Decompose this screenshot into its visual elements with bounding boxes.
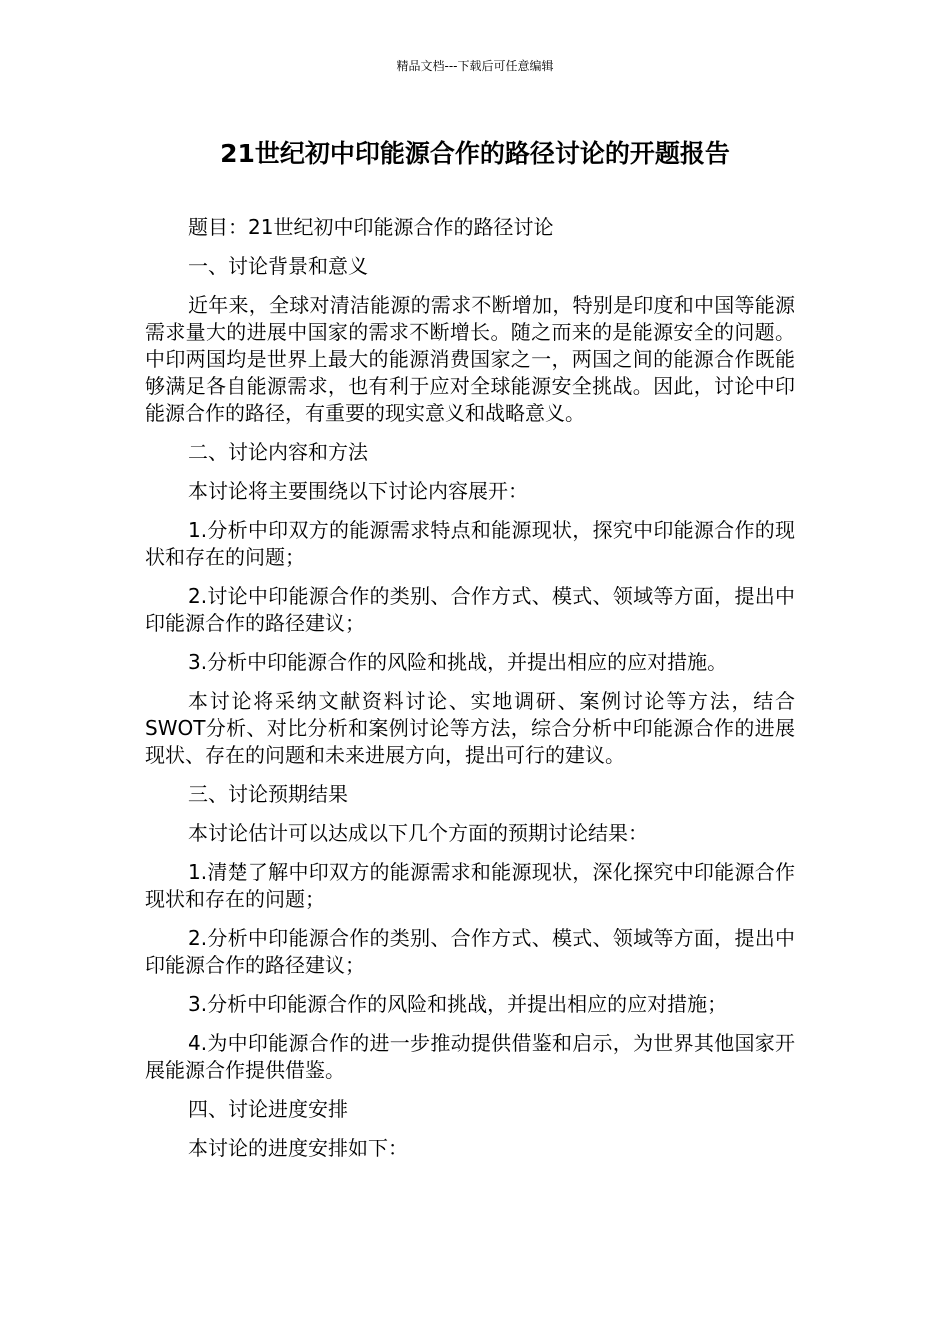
document-body — [145, 214, 795, 1174]
paragraph-method: 本讨论将采纳文献资料讨论、实地调研、案例讨论等方法，结合SWOT分析、对比分析和案例讨论等方法，综合分析中印能源合作的进展现状、存在的问题和未来进展方向，提出可行的建议。 — [145, 689, 795, 767]
section-heading-background: 一、讨论背景和意义 — [188, 254, 368, 278]
paragraph-schedule-intro: 本讨论的进度安排如下： — [188, 1136, 408, 1160]
content-item-2: 2.讨论中印能源合作的类别、合作方式、模式、领域等方面，提出中印能源合作的路径建议； — [145, 584, 795, 635]
section-heading-expected-results: 三、讨论预期结果 — [188, 782, 348, 806]
header-note: 精品文档---下载后可任意编辑 — [396, 59, 554, 73]
section-heading-schedule: 四、讨论进度安排 — [188, 1097, 348, 1121]
content-item-1: 1.分析中印双方的能源需求特点和能源现状，探究中印能源合作的现状和存在的问题； — [145, 518, 795, 569]
document-title: 21世纪初中印能源合作的路径讨论的开题报告 — [220, 139, 730, 168]
paragraph-results-intro: 本讨论估计可以达成以下几个方面的预期讨论结果： — [188, 821, 648, 845]
result-item-3: 3.分析中印能源合作的风险和挑战，并提出相应的应对措施； — [188, 992, 728, 1016]
result-item-4: 4.为中印能源合作的进一步推动提供借鉴和启示，为世界其他国家开展能源合作提供借鉴。 — [145, 1031, 795, 1082]
paragraph-content-intro: 本讨论将主要围绕以下讨论内容展开： — [188, 479, 528, 503]
paragraph-topic: 题目：21世纪初中印能源合作的路径讨论 — [188, 215, 554, 239]
result-item-1: 1.清楚了解中印双方的能源需求和能源现状，深化探究中印能源合作现状和存在的问题； — [145, 860, 795, 911]
content-item-3: 3.分析中印能源合作的风险和挑战，并提出相应的应对措施。 — [188, 650, 728, 674]
result-item-2: 2.分析中印能源合作的类别、合作方式、模式、领域等方面，提出中印能源合作的路径建议； — [145, 926, 795, 977]
section-heading-content-method: 二、讨论内容和方法 — [188, 440, 368, 464]
paragraph-background: 近年来，全球对清洁能源的需求不断增加，特别是印度和中国等能源需求量大的进展中国家的需求不断增长。随之而来的是能源安全的问题。中印两国均是世界上最大的能源消费国家之一，两国之间的能源合作既能够满足各自能源需求，也有利于应对全球能源安全挑战。因此，讨论中印能源合作的路径，有重要的现实意义和战略意义。 — [145, 293, 795, 425]
